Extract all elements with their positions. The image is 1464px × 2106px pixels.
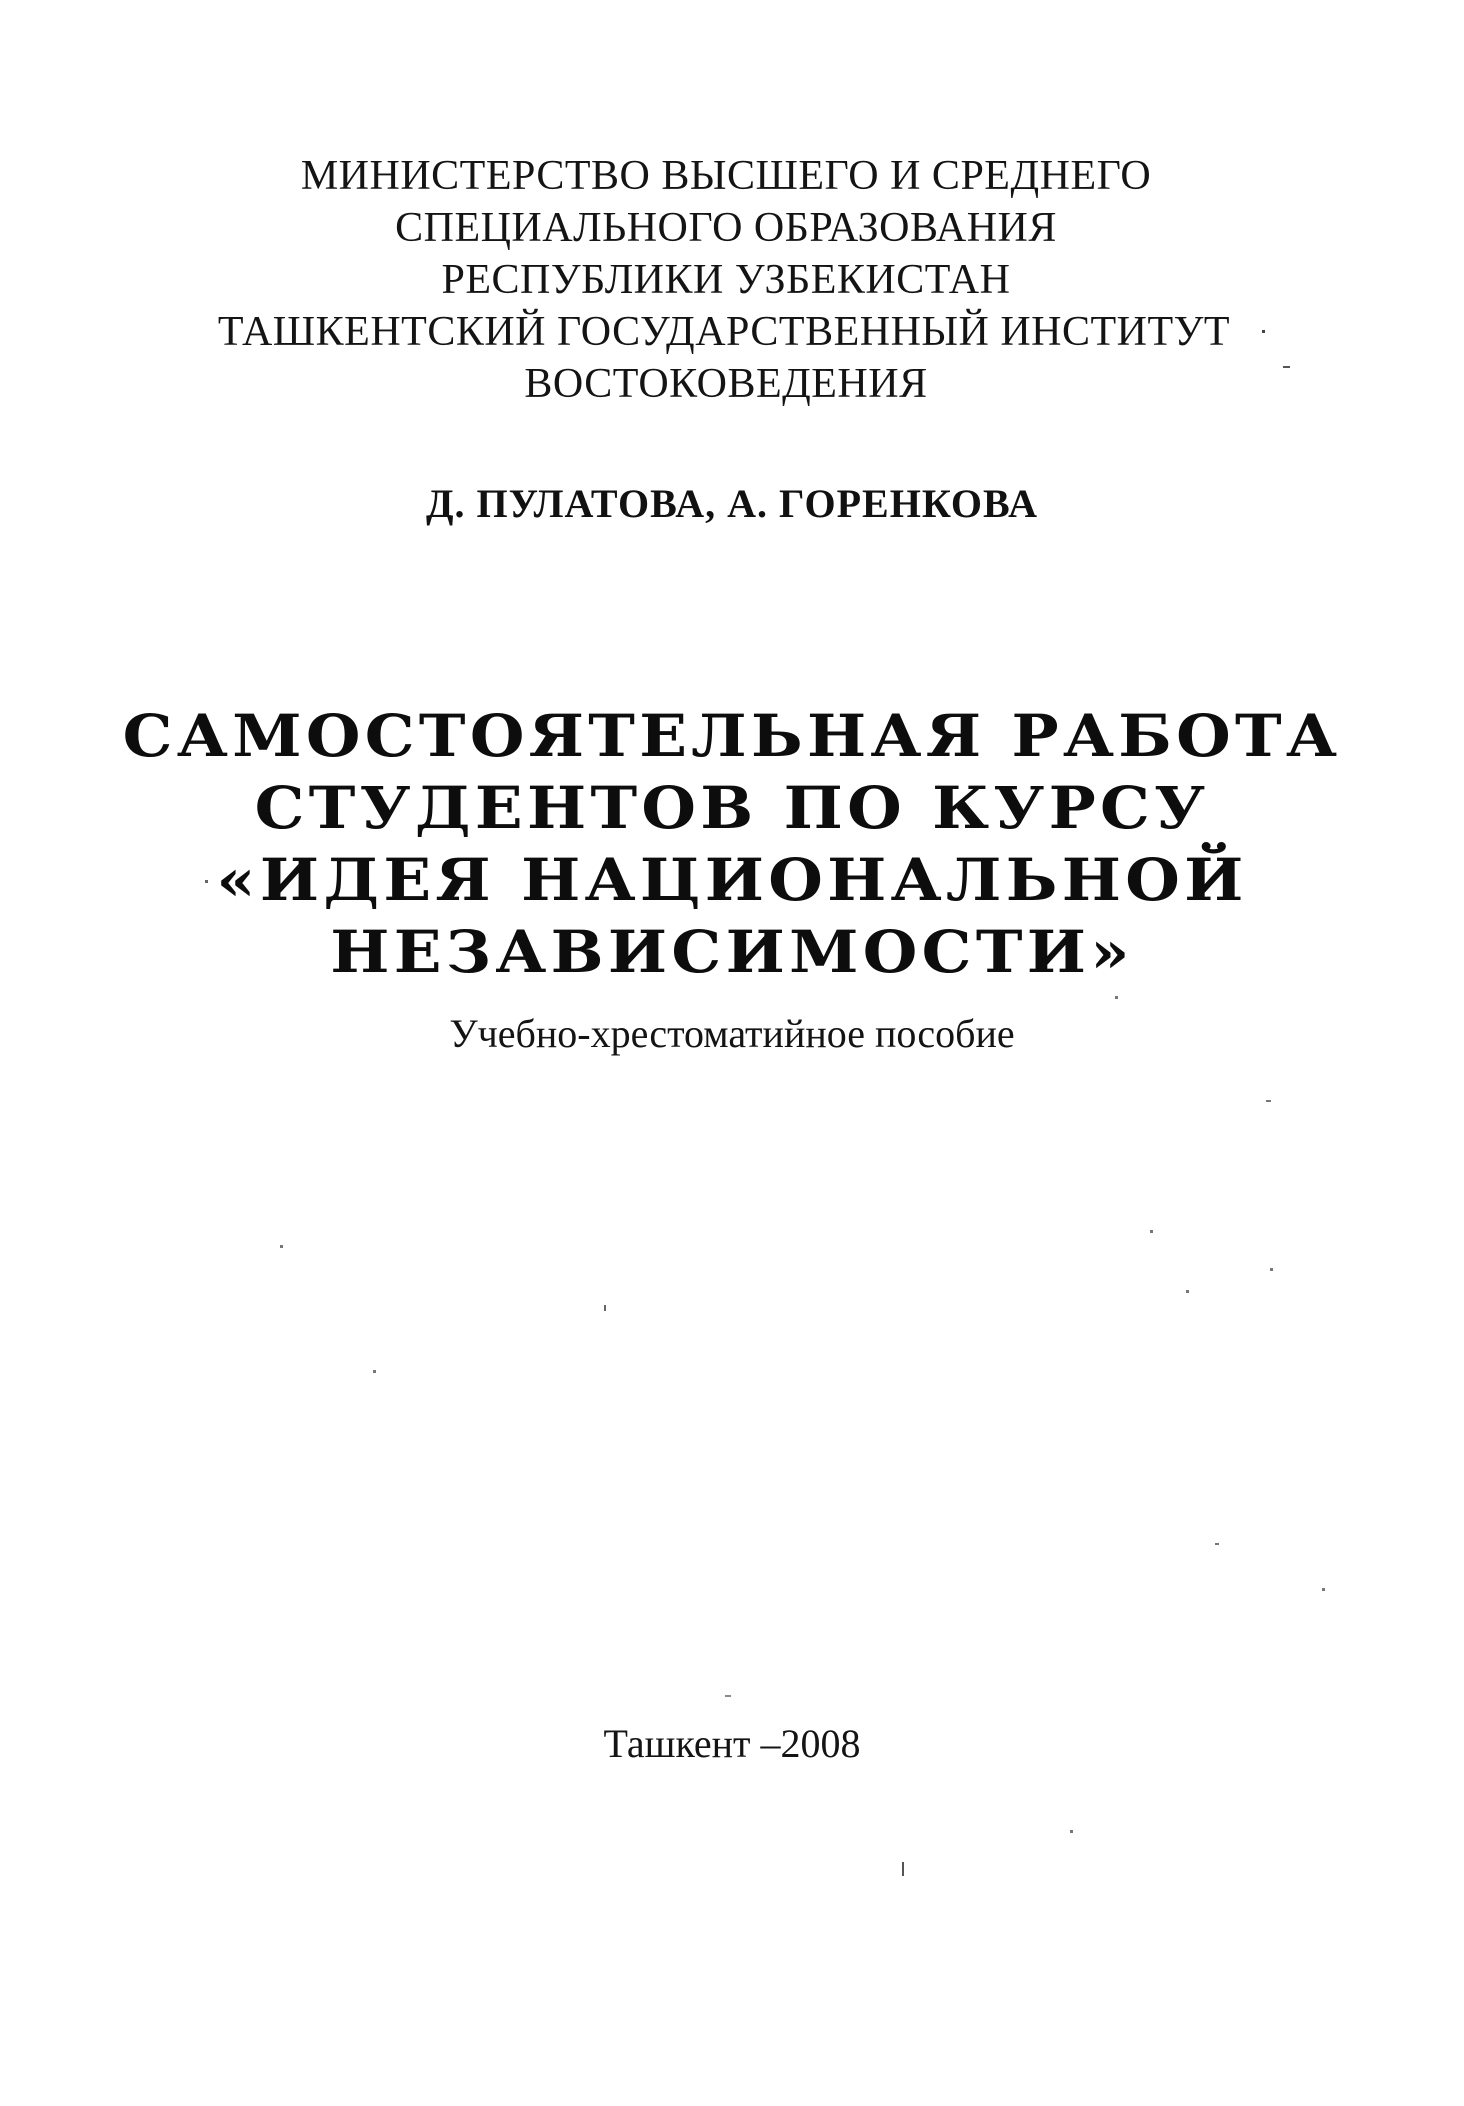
authors: Д. ПУЛАТОВА, А. ГОРЕНКОВА <box>425 481 1039 526</box>
speck <box>373 1370 376 1373</box>
speck <box>1150 1230 1153 1233</box>
institution-line-3: РЕСПУБЛИКИ УЗБЕКИСТАН <box>441 257 1011 303</box>
speck <box>604 1305 606 1311</box>
speck <box>1186 1290 1189 1293</box>
speck <box>1070 1830 1073 1833</box>
book-subtitle: Учебно-хрестоматийное пособие <box>449 1011 1015 1056</box>
speck <box>1270 1268 1273 1271</box>
speck <box>725 1695 731 1697</box>
institution-line-5: ВОСТОКОВЕДЕНИЯ <box>524 361 928 407</box>
book-title-line-2: СТУДЕНТОВ ПО КУРСУ <box>254 774 1210 842</box>
speck <box>902 1862 904 1876</box>
speck <box>1266 1100 1271 1102</box>
book-title-line-3: «ИДЕЯ НАЦИОНАЛЬНОЙ <box>216 846 1248 914</box>
speck <box>1215 1543 1219 1545</box>
speck <box>280 1245 283 1248</box>
book-title-line-1: САМОСТОЯТЕЛЬНАЯ РАБОТА <box>122 702 1342 770</box>
institution-line-4: ТАШКЕНТСКИЙ ГОСУДАРСТВЕННЫЙ ИНСТИТУТ <box>217 309 1231 355</box>
institution-line-1: МИНИСТЕРСТВО ВЫСШЕГО И СРЕДНЕГО <box>300 153 1152 199</box>
institution-block <box>0 150 1464 410</box>
speck <box>1322 1588 1325 1591</box>
publication-place-year: Ташкент –2008 <box>603 1721 861 1766</box>
book-title <box>0 700 1464 988</box>
book-title-line-4: НЕЗАВИСИМОСТИ» <box>330 918 1134 986</box>
speck <box>1115 996 1118 999</box>
institution-line-2: СПЕЦИАЛЬНОГО ОБРАЗОВАНИЯ <box>395 205 1057 251</box>
